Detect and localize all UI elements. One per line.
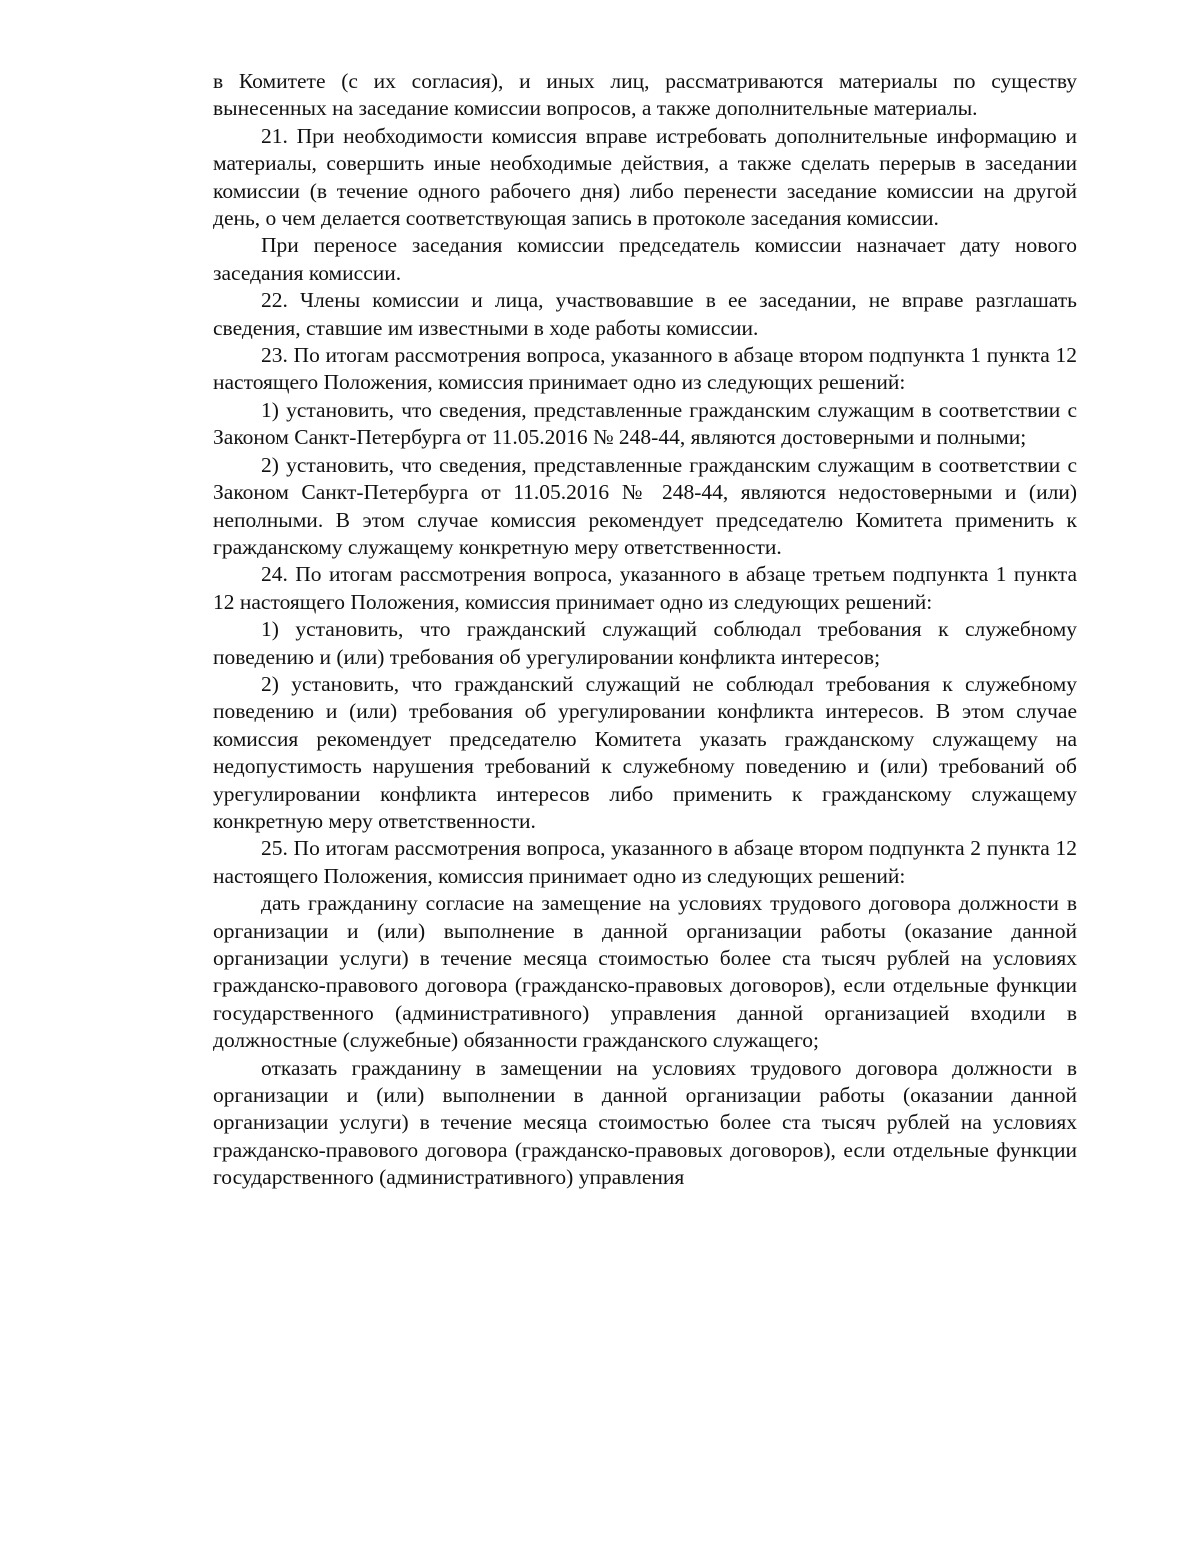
paragraph-item-24: 24. По итогам рассмотрения вопроса, указанного в абзаце третьем подпункта 1 пункта 12 настоящего Положения, комиссия принимает одно из следующих решений: <box>213 562 1077 614</box>
paragraph-item-25-refuse: отказать гражданину в замещении на условиях трудового договора должности в организации и (или) выполнении в данной организации работы (оказании данной организации услуги) в течение месяца стоимостью более ста тысяч рублей на условиях гражданско-правового договора (гражданско-правовых договоров), если отдельные функции государственного (административного) управления <box>213 1055 1077 1190</box>
paragraph-continuation: в Комитете (с их согласия), и иных лиц, рассматриваются материалы по существу вынесенных на заседание комиссии вопросов, а также дополнительные материалы. <box>213 69 1077 121</box>
paragraph-postponement: При переносе заседания комиссии председатель комиссии назначает дату нового заседания комиссии. <box>213 233 1077 285</box>
paragraph-item-23-sub-2: 2) установить, что сведения, представленные гражданским служащим в соответствии с Законом Санкт-Петербурга от 11.05.2016 № 248-44, являются недостоверными и (или) неполными. В этом случае комиссия рекомендует председателю Комитета применить к гражданскому служащему конкретную меру ответственности. <box>213 452 1077 559</box>
paragraph-item-21: 21. При необходимости комиссия вправе истребовать дополнительные информацию и материалы, совершить иные необходимые действия, а также сделать перерыв в заседании комиссии (в течение одного рабочего дня) либо перенести заседание комиссии на другой день, о чем делается соответствующая запись в протоколе заседания комиссии. <box>213 123 1077 231</box>
paragraph-item-22: 22. Члены комиссии и лица, участвовавшие в ее заседании, не вправе разглашать сведения, ставшие им известными в ходе работы комиссии. <box>213 288 1077 340</box>
paragraph-item-23: 23. По итогам рассмотрения вопроса, указанного в абзаце втором подпункта 1 пункта 12 настоящего Положения, комиссия принимает одно из следующих решений: <box>213 343 1077 395</box>
paragraph-item-24-sub-1: 1) установить, что гражданский служащий соблюдал требования к служебному поведению и (или) требования об урегулировании конфликта интересов; <box>213 617 1077 669</box>
document-page <box>213 68 1077 1192</box>
paragraph-item-25: 25. По итогам рассмотрения вопроса, указанного в абзаце втором подпункта 2 пункта 12 настоящего Положения, комиссия принимает одно из следующих решений: <box>213 836 1077 888</box>
paragraph-item-25-grant: дать гражданину согласие на замещение на условиях трудового договора должности в организации и (или) выполнение в данной организации работы (оказание данной организации услуги) в течение месяца стоимостью более ста тысяч рублей на условиях гражданско-правового договора (гражданско-правовых договоров), если отдельные функции государственного (административного) управления данной организацией входили в должностные (служебные) обязанности гражданского служащего; <box>213 891 1077 1053</box>
paragraph-item-23-sub-1: 1) установить, что сведения, представленные гражданским служащим в соответствии с Законом Санкт-Петербурга от 11.05.2016 № 248-44, являются достоверными и полными; <box>213 397 1077 450</box>
paragraph-item-24-sub-2: 2) установить, что гражданский служащий не соблюдал требования к служебному поведению и (или) требования об урегулировании конфликта интересов. В этом случае комиссия рекомендует председателю Комитета указать гражданскому служащему на недопустимость нарушения требований к служебному поведению и (или) требований об урегулировании конфликта интересов либо применить к гражданскому служащему конкретную меру ответственности. <box>213 671 1077 833</box>
